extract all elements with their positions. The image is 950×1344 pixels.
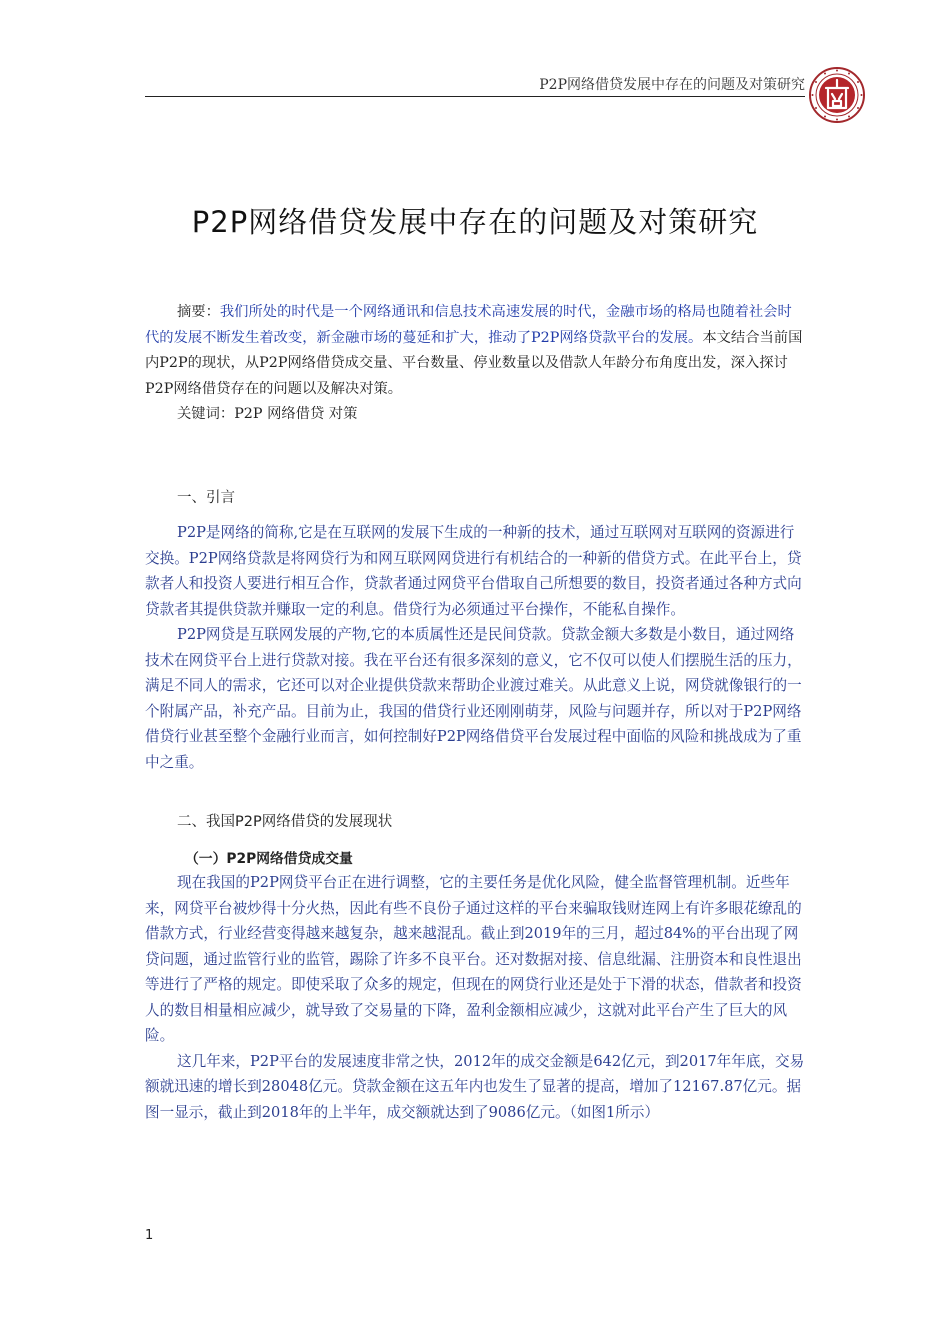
body-paragraph: P2P是网络的简称,它是在互联网的发展下生成的一种新的技术，通过互联网对互联网的资源进行交换。P2P网络贷款是将网贷行为和网互联网网贷进行有机结合的一种新的借贷方式。在此平台上，贷款者人和投资人要进行相互合作，贷款者通过网贷平台借取自己所想要的数目，投资者通过各种方式向贷款者其提供贷款并赚取一定的利息。借贷行为必须通过平台操作，不能私自操作。 — [145, 524, 802, 618]
volume-body — [145, 870, 807, 1125]
page-number: 1 — [145, 1228, 154, 1243]
keywords-line — [145, 402, 805, 428]
keywords-text: P2P 网络借贷 对策 — [234, 406, 358, 422]
section-heading-intro: 一、引言 — [177, 490, 235, 506]
header-rule — [145, 96, 805, 97]
abstract-paragraph — [145, 300, 805, 402]
body-paragraph: 这几年来，P2P平台的发展速度非常之快，2012年的成交金额是642亿元，到2017年年底，交易额就迅速的增长到28048亿元。贷款金额在这五年内也发生了显著的提高，增加了12167.87亿元。据图一显示，截止到2018年的上半年，成交额就达到了9086亿元。（如图1所示） — [145, 1052, 805, 1121]
abstract-text-blue: 我们所处的时代是一个网络通讯和信息技术高速发展的时代，金融市场的格局也随着社会时代的发展不断发生着改变，新金融市场的蔓延和扩大，推动了P2P网络贷款平台的发展。 — [145, 304, 792, 346]
subsection-heading-volume: （一）P2P网络借贷成交量 — [185, 851, 353, 867]
abstract-block — [145, 300, 805, 428]
body-paragraph: 现在我国的P2P网贷平台正在进行调整，它的主要任务是优化风险，健全监督管理机制。近些年来，网贷平台被炒得十分火热，因此有些不良份子通过这样的平台来骗取钱财连网上有许多眼花缭乱的借款方式，行业经营变得越来越复杂，越来越混乱。截止到2019年的三月，超过84%的平台出现了网贷问题，通过监管行业的监管，踢除了许多不良平台。还对数据对接、信息纰漏、注册资本和良性退出等进行了严格的规定。即使采取了众多的规定，但现在的网贷行业还是处于下滑的状态，借款者和投资人的数目相量相应减少，就导致了交易量的下降，盈利金额相应减少，这就对此平台产生了巨大的风险。 — [145, 874, 802, 1044]
abstract-label: 摘要： — [177, 304, 220, 320]
abstract-text-dark: 本文结合当前国内P2P的现状，从P2P网络借贷成交量、平台数量、停业数量以及借款人年龄分布角度出发，深入探讨P2P网络借贷存在的问题以及解决对策。 — [145, 329, 803, 397]
university-seal-icon — [808, 66, 866, 124]
running-header: P2P网络借贷发展中存在的问题及对策研究 — [539, 77, 805, 93]
body-paragraph: P2P网贷是互联网发展的产物,它的本质属性还是民间贷款。贷款金额大多数是小数目，通过网络技术在网贷平台上进行贷款对接。我在平台还有很多深刻的意义，它不仅可以使人们摆脱生活的压力，满足不同人的需求，它还可以对企业提供贷款来帮助企业渡过难关。从此意义上说，网贷就像银行的一个附属产品，补充产品。目前为止，我国的借贷行业还刚刚萌芽，风险与问题并存，所以对于P2P网络借贷行业甚至整个金融行业而言，如何控制好P2P网络借贷平台发展过程中面临的风险和挑战成为了重中之重。 — [145, 626, 802, 771]
section-heading-status: 二、我国P2P网络借贷的发展现状 — [177, 814, 393, 830]
paper-title: P2P网络借贷发展中存在的问题及对策研究 — [191, 205, 759, 239]
keywords-label: 关键词： — [177, 406, 235, 422]
intro-body — [145, 520, 807, 775]
